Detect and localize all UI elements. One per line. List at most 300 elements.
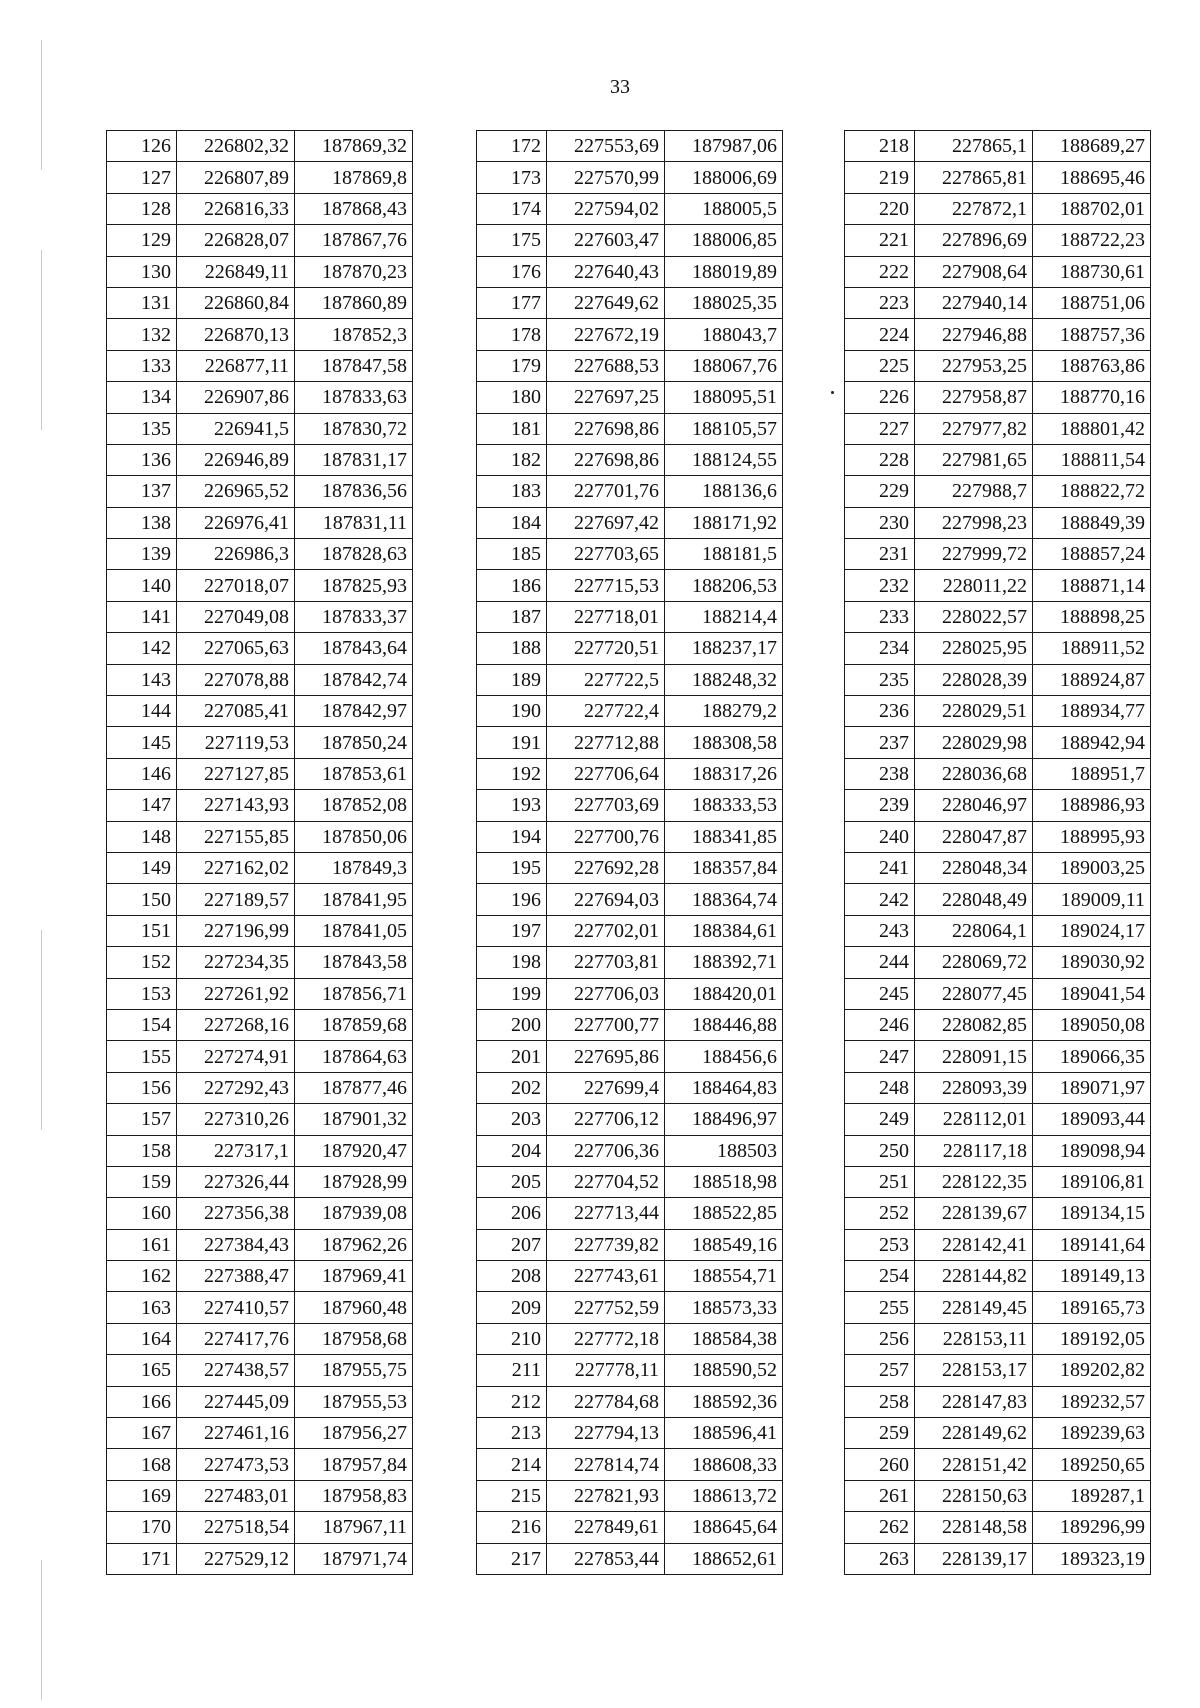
y-coordinate-cell: 188518,98 [665, 1166, 783, 1197]
table-row [477, 287, 783, 318]
x-coordinate-cell: 228064,1 [915, 915, 1033, 946]
y-coordinate-cell: 189250,65 [1033, 1449, 1151, 1480]
y-coordinate-cell: 188124,55 [665, 444, 783, 475]
point-number-cell: 160 [107, 1198, 177, 1229]
y-coordinate-cell: 187967,11 [295, 1512, 413, 1543]
table-row [477, 1449, 783, 1480]
point-number-cell: 133 [107, 350, 177, 381]
table-row [845, 1449, 1151, 1480]
point-number-cell: 161 [107, 1229, 177, 1260]
point-number-cell: 132 [107, 319, 177, 350]
x-coordinate-cell: 227695,86 [547, 1041, 665, 1072]
x-coordinate-cell: 227739,82 [547, 1229, 665, 1260]
point-number-cell: 204 [477, 1135, 547, 1166]
point-number-cell: 205 [477, 1166, 547, 1197]
x-coordinate-cell: 227814,74 [547, 1449, 665, 1480]
point-number-cell: 134 [107, 382, 177, 413]
y-coordinate-cell: 188871,14 [1033, 570, 1151, 601]
y-coordinate-cell: 188420,01 [665, 978, 783, 1009]
x-coordinate-cell: 228117,18 [915, 1135, 1033, 1166]
table-row [107, 287, 413, 318]
point-number-cell: 159 [107, 1166, 177, 1197]
point-number-cell: 172 [477, 131, 547, 162]
table-row [477, 1543, 783, 1574]
y-coordinate-cell: 188503 [665, 1135, 783, 1166]
y-coordinate-cell: 188105,57 [665, 413, 783, 444]
x-coordinate-cell: 227778,11 [547, 1355, 665, 1386]
point-number-cell: 237 [845, 727, 915, 758]
table-row [845, 758, 1151, 789]
y-coordinate-cell: 187870,23 [295, 256, 413, 287]
point-number-cell: 246 [845, 1009, 915, 1040]
x-coordinate-cell: 227570,99 [547, 162, 665, 193]
point-number-cell: 197 [477, 915, 547, 946]
point-number-cell: 256 [845, 1323, 915, 1354]
table-row [107, 1449, 413, 1480]
point-number-cell: 223 [845, 287, 915, 318]
point-number-cell: 243 [845, 915, 915, 946]
y-coordinate-cell: 187833,63 [295, 382, 413, 413]
x-coordinate-cell: 227127,85 [177, 758, 295, 789]
y-coordinate-cell: 188986,93 [1033, 790, 1151, 821]
x-coordinate-cell: 227155,85 [177, 821, 295, 852]
table-row [845, 978, 1151, 1009]
table-row [107, 915, 413, 946]
y-coordinate-cell: 187843,64 [295, 633, 413, 664]
x-coordinate-cell: 227196,99 [177, 915, 295, 946]
point-number-cell: 182 [477, 444, 547, 475]
y-coordinate-cell: 189041,54 [1033, 978, 1151, 1009]
table-row [107, 225, 413, 256]
table-row [477, 413, 783, 444]
table-row [107, 1009, 413, 1040]
point-number-cell: 201 [477, 1041, 547, 1072]
table-row [477, 915, 783, 946]
point-number-cell: 245 [845, 978, 915, 1009]
table-row [107, 1041, 413, 1072]
point-number-cell: 253 [845, 1229, 915, 1260]
y-coordinate-cell: 187987,06 [665, 131, 783, 162]
table-row [477, 319, 783, 350]
x-coordinate-cell: 226965,52 [177, 476, 295, 507]
table-row [477, 1261, 783, 1292]
y-coordinate-cell: 187856,71 [295, 978, 413, 1009]
table-row [845, 413, 1151, 444]
y-coordinate-cell: 187928,99 [295, 1166, 413, 1197]
point-number-cell: 233 [845, 601, 915, 632]
point-number-cell: 186 [477, 570, 547, 601]
x-coordinate-cell: 228028,39 [915, 664, 1033, 695]
y-coordinate-cell: 187864,63 [295, 1041, 413, 1072]
y-coordinate-cell: 188384,61 [665, 915, 783, 946]
point-number-cell: 241 [845, 852, 915, 883]
table-row [477, 350, 783, 381]
x-coordinate-cell: 227872,1 [915, 193, 1033, 224]
table-row [107, 1072, 413, 1103]
point-number-cell: 155 [107, 1041, 177, 1072]
x-coordinate-cell: 227743,61 [547, 1261, 665, 1292]
y-coordinate-cell: 187831,17 [295, 444, 413, 475]
y-coordinate-cell: 189287,1 [1033, 1480, 1151, 1511]
point-number-cell: 244 [845, 947, 915, 978]
table-row [845, 193, 1151, 224]
y-coordinate-cell: 187849,3 [295, 852, 413, 883]
x-coordinate-cell: 228148,58 [915, 1512, 1033, 1543]
point-number-cell: 144 [107, 696, 177, 727]
x-coordinate-cell: 228142,41 [915, 1229, 1033, 1260]
x-coordinate-cell: 227292,43 [177, 1072, 295, 1103]
x-coordinate-cell: 227698,86 [547, 413, 665, 444]
y-coordinate-cell: 187830,72 [295, 413, 413, 444]
table-row [845, 727, 1151, 758]
table-row [107, 570, 413, 601]
table-row [477, 852, 783, 883]
table-row [107, 821, 413, 852]
y-coordinate-cell: 187828,63 [295, 539, 413, 570]
table-row [477, 1480, 783, 1511]
point-number-cell: 226 [845, 382, 915, 413]
point-number-cell: 248 [845, 1072, 915, 1103]
table-row [477, 978, 783, 1009]
y-coordinate-cell: 188951,7 [1033, 758, 1151, 789]
y-coordinate-cell: 188392,71 [665, 947, 783, 978]
y-coordinate-cell: 187960,48 [295, 1292, 413, 1323]
x-coordinate-cell: 228077,45 [915, 978, 1033, 1009]
x-coordinate-cell: 227310,26 [177, 1104, 295, 1135]
table-row [477, 1072, 783, 1103]
y-coordinate-cell: 188801,42 [1033, 413, 1151, 444]
point-number-cell: 222 [845, 256, 915, 287]
point-number-cell: 207 [477, 1229, 547, 1260]
x-coordinate-cell: 228151,42 [915, 1449, 1033, 1480]
table-row [107, 852, 413, 883]
point-number-cell: 180 [477, 382, 547, 413]
x-coordinate-cell: 227603,47 [547, 225, 665, 256]
x-coordinate-cell: 227384,43 [177, 1229, 295, 1260]
y-coordinate-cell: 188857,24 [1033, 539, 1151, 570]
point-number-cell: 200 [477, 1009, 547, 1040]
x-coordinate-cell: 227703,81 [547, 947, 665, 978]
point-number-cell: 147 [107, 790, 177, 821]
y-coordinate-cell: 187955,53 [295, 1386, 413, 1417]
x-coordinate-cell: 226828,07 [177, 225, 295, 256]
x-coordinate-cell: 227268,16 [177, 1009, 295, 1040]
point-number-cell: 228 [845, 444, 915, 475]
y-coordinate-cell: 187850,06 [295, 821, 413, 852]
y-coordinate-cell: 187901,32 [295, 1104, 413, 1135]
y-coordinate-cell: 187957,84 [295, 1449, 413, 1480]
point-number-cell: 129 [107, 225, 177, 256]
point-number-cell: 165 [107, 1355, 177, 1386]
point-number-cell: 135 [107, 413, 177, 444]
table-row [477, 1512, 783, 1543]
x-coordinate-cell: 226976,41 [177, 507, 295, 538]
y-coordinate-cell: 187847,58 [295, 350, 413, 381]
x-coordinate-cell: 227794,13 [547, 1418, 665, 1449]
x-coordinate-cell: 227865,81 [915, 162, 1033, 193]
y-coordinate-cell: 187868,43 [295, 193, 413, 224]
x-coordinate-cell: 227049,08 [177, 601, 295, 632]
table-row [107, 727, 413, 758]
point-number-cell: 231 [845, 539, 915, 570]
table-row [107, 1229, 413, 1260]
y-coordinate-cell: 188995,93 [1033, 821, 1151, 852]
x-coordinate-cell: 228046,97 [915, 790, 1033, 821]
point-number-cell: 234 [845, 633, 915, 664]
x-coordinate-cell: 227698,86 [547, 444, 665, 475]
table-row [107, 947, 413, 978]
table-row [477, 884, 783, 915]
point-number-cell: 194 [477, 821, 547, 852]
y-coordinate-cell: 187867,76 [295, 225, 413, 256]
table-row [845, 1418, 1151, 1449]
y-coordinate-cell: 189030,92 [1033, 947, 1151, 978]
table-row [477, 1166, 783, 1197]
y-coordinate-cell: 189202,82 [1033, 1355, 1151, 1386]
y-coordinate-cell: 189134,15 [1033, 1198, 1151, 1229]
point-number-cell: 136 [107, 444, 177, 475]
table-row [845, 1261, 1151, 1292]
x-coordinate-cell: 227946,88 [915, 319, 1033, 350]
x-coordinate-cell: 227849,61 [547, 1512, 665, 1543]
point-number-cell: 198 [477, 947, 547, 978]
table-row [845, 1480, 1151, 1511]
table-row [107, 476, 413, 507]
x-coordinate-cell: 227700,76 [547, 821, 665, 852]
x-coordinate-cell: 227722,4 [547, 696, 665, 727]
x-coordinate-cell: 227234,35 [177, 947, 295, 978]
y-coordinate-cell: 189323,19 [1033, 1543, 1151, 1574]
point-number-cell: 171 [107, 1543, 177, 1574]
y-coordinate-cell: 187969,41 [295, 1261, 413, 1292]
y-coordinate-cell: 188592,36 [665, 1386, 783, 1417]
table-row [477, 131, 783, 162]
table-row [477, 1418, 783, 1449]
table-row [107, 413, 413, 444]
y-coordinate-cell: 187958,68 [295, 1323, 413, 1354]
table-row [477, 1386, 783, 1417]
point-number-cell: 137 [107, 476, 177, 507]
point-number-cell: 236 [845, 696, 915, 727]
point-number-cell: 176 [477, 256, 547, 287]
x-coordinate-cell: 227529,12 [177, 1543, 295, 1574]
table-row [477, 382, 783, 413]
x-coordinate-cell: 228139,67 [915, 1198, 1033, 1229]
x-coordinate-cell: 227189,57 [177, 884, 295, 915]
point-number-cell: 242 [845, 884, 915, 915]
table-row [477, 570, 783, 601]
point-number-cell: 185 [477, 539, 547, 570]
table-row [845, 1041, 1151, 1072]
table-row [845, 947, 1151, 978]
y-coordinate-cell: 187955,75 [295, 1355, 413, 1386]
y-coordinate-cell: 188942,94 [1033, 727, 1151, 758]
table-row [107, 1166, 413, 1197]
table-row [107, 350, 413, 381]
table-row [845, 444, 1151, 475]
y-coordinate-cell: 188757,36 [1033, 319, 1151, 350]
x-coordinate-cell: 227896,69 [915, 225, 1033, 256]
table-row [107, 1198, 413, 1229]
point-number-cell: 146 [107, 758, 177, 789]
coordinates-table-2 [476, 130, 783, 1575]
y-coordinate-cell: 188496,97 [665, 1104, 783, 1135]
y-coordinate-cell: 188763,86 [1033, 350, 1151, 381]
table-row [107, 1386, 413, 1417]
point-number-cell: 163 [107, 1292, 177, 1323]
x-coordinate-cell: 228144,82 [915, 1261, 1033, 1292]
table-row [845, 1355, 1151, 1386]
x-coordinate-cell: 226907,86 [177, 382, 295, 413]
point-number-cell: 173 [477, 162, 547, 193]
table-row [477, 444, 783, 475]
table-row [845, 225, 1151, 256]
y-coordinate-cell: 188934,77 [1033, 696, 1151, 727]
table-row [107, 664, 413, 695]
table-row [477, 539, 783, 570]
x-coordinate-cell: 228153,17 [915, 1355, 1033, 1386]
y-coordinate-cell: 187939,08 [295, 1198, 413, 1229]
x-coordinate-cell: 227697,42 [547, 507, 665, 538]
table-row [107, 1355, 413, 1386]
y-coordinate-cell: 188067,76 [665, 350, 783, 381]
y-coordinate-cell: 188333,53 [665, 790, 783, 821]
point-number-cell: 215 [477, 1480, 547, 1511]
x-coordinate-cell: 227706,12 [547, 1104, 665, 1135]
y-coordinate-cell: 188237,17 [665, 633, 783, 664]
y-coordinate-cell: 188006,85 [665, 225, 783, 256]
y-coordinate-cell: 188652,61 [665, 1543, 783, 1574]
y-coordinate-cell: 188005,5 [665, 193, 783, 224]
point-number-cell: 211 [477, 1355, 547, 1386]
table-row [477, 1104, 783, 1135]
x-coordinate-cell: 227594,02 [547, 193, 665, 224]
point-number-cell: 199 [477, 978, 547, 1009]
y-coordinate-cell: 189098,94 [1033, 1135, 1151, 1166]
point-number-cell: 128 [107, 193, 177, 224]
x-coordinate-cell: 227417,76 [177, 1323, 295, 1354]
y-coordinate-cell: 188095,51 [665, 382, 783, 413]
x-coordinate-cell: 227085,41 [177, 696, 295, 727]
x-coordinate-cell: 228029,98 [915, 727, 1033, 758]
x-coordinate-cell: 227703,65 [547, 539, 665, 570]
x-coordinate-cell: 227640,43 [547, 256, 665, 287]
point-number-cell: 142 [107, 633, 177, 664]
point-number-cell: 140 [107, 570, 177, 601]
point-number-cell: 191 [477, 727, 547, 758]
table-row [845, 1323, 1151, 1354]
point-number-cell: 175 [477, 225, 547, 256]
table-row [107, 790, 413, 821]
table-row [845, 319, 1151, 350]
x-coordinate-cell: 228112,01 [915, 1104, 1033, 1135]
y-coordinate-cell: 187962,26 [295, 1229, 413, 1260]
y-coordinate-cell: 188019,89 [665, 256, 783, 287]
x-coordinate-cell: 227388,47 [177, 1261, 295, 1292]
point-number-cell: 139 [107, 539, 177, 570]
point-number-cell: 259 [845, 1418, 915, 1449]
y-coordinate-cell: 188043,7 [665, 319, 783, 350]
point-number-cell: 174 [477, 193, 547, 224]
x-coordinate-cell: 227958,87 [915, 382, 1033, 413]
x-coordinate-cell: 226941,5 [177, 413, 295, 444]
point-number-cell: 168 [107, 1449, 177, 1480]
point-number-cell: 247 [845, 1041, 915, 1072]
y-coordinate-cell: 187869,8 [295, 162, 413, 193]
table-row [477, 256, 783, 287]
x-coordinate-cell: 227712,88 [547, 727, 665, 758]
x-coordinate-cell: 227162,02 [177, 852, 295, 883]
x-coordinate-cell: 227445,09 [177, 1386, 295, 1417]
x-coordinate-cell: 227438,57 [177, 1355, 295, 1386]
x-coordinate-cell: 227752,59 [547, 1292, 665, 1323]
table-row [107, 319, 413, 350]
table-row [477, 507, 783, 538]
y-coordinate-cell: 188357,84 [665, 852, 783, 883]
point-number-cell: 196 [477, 884, 547, 915]
margin-line-lower [41, 930, 42, 1130]
point-number-cell: 158 [107, 1135, 177, 1166]
table-row [845, 884, 1151, 915]
x-coordinate-cell: 227483,01 [177, 1480, 295, 1511]
y-coordinate-cell: 188006,69 [665, 162, 783, 193]
table-row [477, 193, 783, 224]
table-row [845, 476, 1151, 507]
y-coordinate-cell: 188364,74 [665, 884, 783, 915]
point-number-cell: 212 [477, 1386, 547, 1417]
x-coordinate-cell: 227702,01 [547, 915, 665, 946]
x-coordinate-cell: 227317,1 [177, 1135, 295, 1166]
table-row [845, 633, 1151, 664]
table-row [477, 696, 783, 727]
y-coordinate-cell: 189050,08 [1033, 1009, 1151, 1040]
table-row [477, 162, 783, 193]
y-coordinate-cell: 189066,35 [1033, 1041, 1151, 1072]
table-row [477, 1229, 783, 1260]
y-coordinate-cell: 189141,64 [1033, 1229, 1151, 1260]
table-row [107, 162, 413, 193]
point-number-cell: 249 [845, 1104, 915, 1135]
y-coordinate-cell: 187841,95 [295, 884, 413, 915]
point-number-cell: 261 [845, 1480, 915, 1511]
y-coordinate-cell: 188898,25 [1033, 601, 1151, 632]
y-coordinate-cell: 188613,72 [665, 1480, 783, 1511]
y-coordinate-cell: 188214,4 [665, 601, 783, 632]
y-coordinate-cell: 188549,16 [665, 1229, 783, 1260]
y-coordinate-cell: 188811,54 [1033, 444, 1151, 475]
x-coordinate-cell: 226849,11 [177, 256, 295, 287]
y-coordinate-cell: 189296,99 [1033, 1512, 1151, 1543]
point-number-cell: 154 [107, 1009, 177, 1040]
point-number-cell: 239 [845, 790, 915, 821]
table-row [845, 507, 1151, 538]
x-coordinate-cell: 227722,5 [547, 664, 665, 695]
point-number-cell: 262 [845, 1512, 915, 1543]
table-row [845, 1135, 1151, 1166]
point-number-cell: 240 [845, 821, 915, 852]
table-row [477, 758, 783, 789]
y-coordinate-cell: 187833,37 [295, 601, 413, 632]
point-number-cell: 148 [107, 821, 177, 852]
table-row [845, 570, 1151, 601]
table-row [845, 1292, 1151, 1323]
point-number-cell: 138 [107, 507, 177, 538]
x-coordinate-cell: 227553,69 [547, 131, 665, 162]
y-coordinate-cell: 188554,71 [665, 1261, 783, 1292]
x-coordinate-cell: 226860,84 [177, 287, 295, 318]
page-number: 33 [610, 76, 630, 98]
y-coordinate-cell: 188689,27 [1033, 131, 1151, 162]
